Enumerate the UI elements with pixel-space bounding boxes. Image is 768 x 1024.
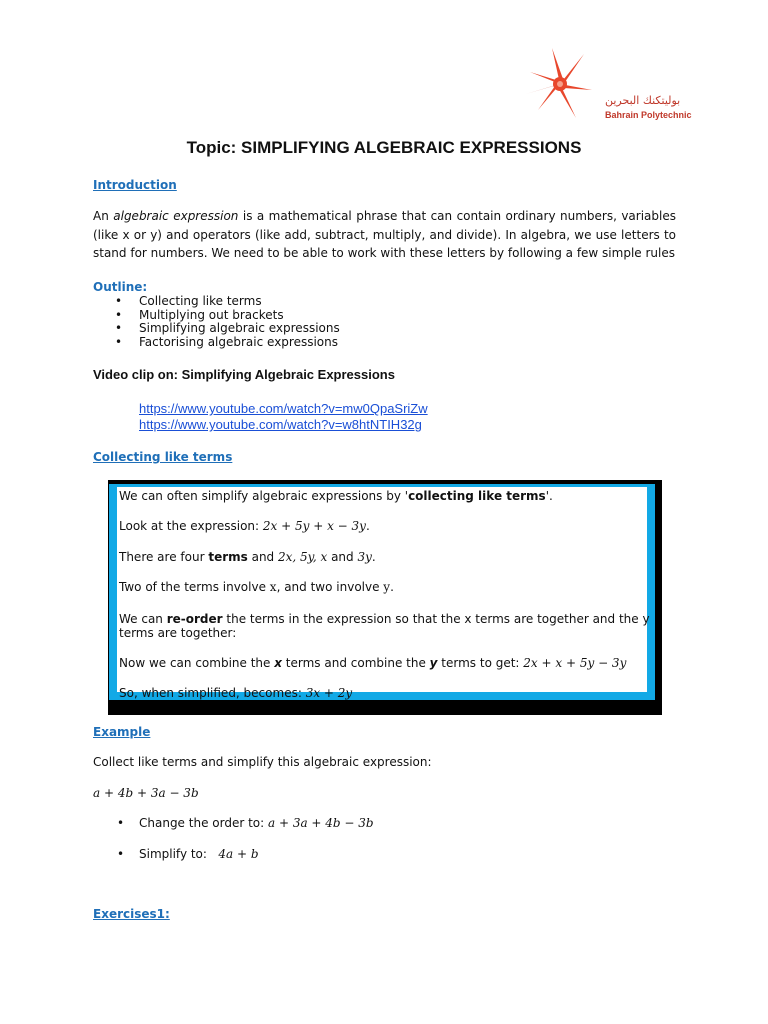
explanation-box-content [117, 487, 650, 700]
video-link-2[interactable]: https://www.youtube.com/watch?v=w8htNTIH32g [139, 417, 422, 432]
outline-list [115, 295, 340, 349]
logo-arabic-text: بوليتكنك البحرين [605, 94, 681, 107]
video-clip-title: Video clip on: Simplifying Algebraic Expressions [93, 367, 395, 382]
page-title: Topic: SIMPLIFYING ALGEBRAIC EXPRESSIONS [186, 138, 582, 157]
example-step-1: • Change the order to: a + 3a + 4b − 3b [117, 816, 374, 830]
introduction-paragraph: An algebraic expression is a mathematical phrase that can contain ordinary numbers, variables (like x or y) and operators (like add, subtract, multiply, and divide). In algebra, we use letters to stand for numbers. We need to be able to work with these letters by following a few simple rules [93, 209, 676, 260]
example-instruction: Collect like terms and simplify this algebraic expression: [93, 755, 432, 769]
list-item: • Factorising algebraic expressions [115, 336, 340, 350]
list-item: • Collecting like terms [115, 295, 340, 309]
box-line-7: Now we can combine the x terms and combine the y terms to get: 2x + x + 5y − 3y [119, 656, 627, 670]
exercises-heading: Exercises1: [93, 907, 170, 921]
outline-heading: Outline: [93, 280, 148, 294]
box-line-2: Look at the expression: 2x + 5y + x − 3y. [119, 519, 370, 533]
box-line-3: There are four terms and 2x, 5y, x and 3y. [119, 550, 376, 564]
box-line-6: terms are together: [119, 626, 237, 640]
logo-english-text: Bahrain Polytechnic [605, 110, 692, 120]
list-item: • Simplifying algebraic expressions [115, 322, 340, 336]
box-line-8: So, when simplified, becomes: 3x + 2y [119, 686, 353, 700]
box-line-1: We can often simplify algebraic expressions by 'collecting like terms'. [119, 489, 553, 503]
explanation-box-border [109, 484, 655, 700]
list-item: • Multiplying out brackets [115, 309, 340, 323]
collecting-like-terms-heading: Collecting like terms [93, 450, 233, 464]
video-link-1[interactable]: https://www.youtube.com/watch?v=mw0QpaSriZw [139, 401, 428, 416]
box-line-5: We can re-order the terms in the expression so that the x terms are together and the y [119, 612, 650, 626]
box-line-4: Two of the terms involve x, and two involve y. [119, 580, 394, 594]
example-step-2: • Simplify to: 4a + b [117, 847, 259, 861]
explanation-box [108, 480, 662, 715]
example-expression: a + 4b + 3a − 3b [93, 786, 199, 800]
introduction-heading: Introduction [93, 178, 177, 192]
example-heading: Example [93, 725, 151, 739]
